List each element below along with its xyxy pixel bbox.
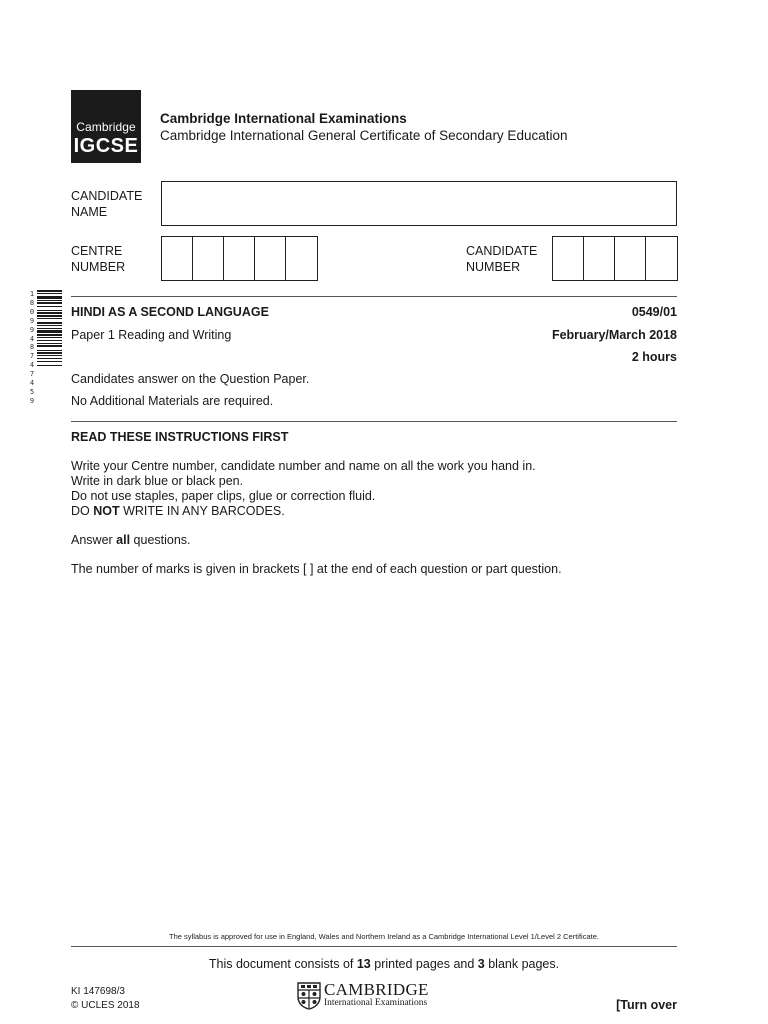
barcode-digit: 7	[29, 370, 35, 379]
exam-duration: 2 hours	[631, 350, 677, 364]
barcode-digit: 8	[29, 298, 35, 307]
page-count	[0, 957, 768, 971]
barcode-bar	[37, 340, 62, 341]
barcode-bar	[37, 334, 62, 336]
logo-line2: IGCSE	[73, 135, 139, 157]
centre-number-cell[interactable]	[224, 237, 255, 280]
instruction-text: Answer	[71, 533, 117, 547]
instruction-text: WRITE IN ANY BARCODES.	[119, 504, 285, 518]
candidate-name-box[interactable]	[161, 181, 677, 226]
barcode-digit: 4	[29, 361, 35, 370]
barcode-bar	[37, 315, 62, 317]
blank-pages-number: 3	[477, 957, 485, 971]
instruction-line-barcodes	[71, 504, 285, 518]
barcode-digit: 8	[29, 343, 35, 352]
divider	[71, 296, 677, 297]
barcode-bar	[37, 355, 62, 356]
cambridge-subtitle: International Examinations	[324, 998, 428, 1008]
barcode-digits	[28, 290, 36, 432]
barcode-bar	[37, 330, 62, 333]
barcode-bars	[37, 290, 62, 432]
barcode-digit: 9	[29, 316, 35, 325]
centre-number-cell[interactable]	[286, 237, 317, 280]
barcode-bar	[37, 343, 62, 344]
materials-line-1: Candidates answer on the Question Paper.	[71, 372, 310, 386]
instructions-heading: READ THESE INSTRUCTIONS FIRST	[71, 430, 289, 444]
instruction-line: Write in dark blue or black pen.	[71, 474, 244, 488]
instruction-emphasis: NOT	[93, 504, 120, 518]
logo-line1: Cambridge	[76, 120, 136, 134]
qualification-title: Cambridge International General Certificate of Secondary Education	[160, 128, 568, 143]
barcode-bar	[37, 337, 62, 338]
syllabus-note: The syllabus is approved for use in England, Wales and Northern Ireland as a Cambridge International Level 1/Level 2 Certificate.	[169, 932, 599, 941]
barcode-digit: 5	[29, 387, 35, 396]
barcode-bar	[37, 290, 62, 292]
barcode-bar	[37, 358, 62, 359]
page-count-text: blank pages.	[484, 957, 560, 971]
barcode-bar	[37, 310, 62, 311]
barcode-bar	[37, 312, 62, 314]
barcode-bar	[37, 318, 62, 319]
barcode	[28, 290, 62, 432]
page-count-text: printed pages and	[370, 957, 478, 971]
answer-instruction	[71, 533, 191, 547]
barcode-bar	[37, 296, 62, 299]
centre-number-cell[interactable]	[193, 237, 224, 280]
instruction-line: Do not use staples, paper clips, glue or correction fluid.	[71, 489, 376, 503]
exam-session: February/March 2018	[551, 328, 677, 342]
candidate-number-cell[interactable]	[615, 237, 646, 280]
instruction-emphasis: all	[116, 533, 131, 547]
printed-pages-number: 13	[356, 957, 371, 971]
cambridge-igcse-logo	[71, 90, 141, 163]
barcode-bar	[37, 328, 62, 329]
barcode-digit: 9	[29, 396, 35, 405]
candidate-name-label: CANDIDATE NAME	[71, 189, 143, 219]
cambridge-wordmark: CAMBRIDGE	[324, 980, 429, 999]
board-title: Cambridge International Examinations	[160, 111, 407, 126]
barcode-bar	[37, 345, 62, 347]
barcode-bar	[37, 365, 62, 366]
copyright: © UCLES 2018	[71, 1000, 140, 1011]
centre-number-cell[interactable]	[162, 237, 193, 280]
turn-over: [Turn over	[616, 998, 677, 1012]
barcode-bar	[37, 361, 62, 362]
paper-name: Paper 1 Reading and Writing	[71, 328, 232, 342]
barcode-digit: 4	[29, 334, 35, 343]
barcode-bar	[37, 352, 62, 354]
cambridge-crest-icon	[297, 982, 321, 1010]
barcode-bar	[37, 325, 62, 326]
candidate-number-cell[interactable]	[553, 237, 584, 280]
centre-number-label: CENTRE NUMBER	[71, 244, 126, 274]
barcode-bar	[37, 302, 62, 304]
barcode-bar	[37, 293, 62, 294]
divider	[71, 421, 677, 422]
instruction-line: Write your Centre number, candidate number and name on all the work you hand in.	[71, 459, 536, 473]
centre-number-cell[interactable]	[255, 237, 286, 280]
candidate-number-label: CANDIDATE NUMBER	[466, 244, 538, 274]
barcode-digit: 9	[29, 325, 35, 334]
candidate-number-cell[interactable]	[646, 237, 677, 280]
document-code: KI 147698/3	[71, 986, 125, 997]
centre-number-boxes[interactable]	[161, 236, 318, 281]
paper-code: 0549/01	[631, 305, 677, 319]
page-count-text: This document consists of	[208, 957, 357, 971]
marks-instruction: The number of marks is given in brackets [ ] at the end of each question or part question.	[71, 562, 562, 576]
instruction-text: questions.	[130, 533, 191, 547]
instruction-text: DO	[71, 504, 94, 518]
subject-title: HINDI AS A SECOND LANGUAGE	[71, 305, 269, 319]
barcode-bar	[37, 350, 62, 351]
barcode-digit: 0	[29, 307, 35, 316]
materials-line-2: No Additional Materials are required.	[71, 394, 274, 408]
barcode-bar	[37, 306, 62, 307]
barcode-bar	[37, 322, 62, 324]
barcode-digit: 7	[29, 352, 35, 361]
candidate-number-boxes[interactable]	[552, 236, 678, 281]
barcode-digit: 4	[29, 379, 35, 388]
barcode-bar	[37, 300, 62, 301]
candidate-number-cell[interactable]	[584, 237, 615, 280]
footer-divider	[71, 946, 677, 947]
barcode-digit: 1	[29, 290, 35, 298]
